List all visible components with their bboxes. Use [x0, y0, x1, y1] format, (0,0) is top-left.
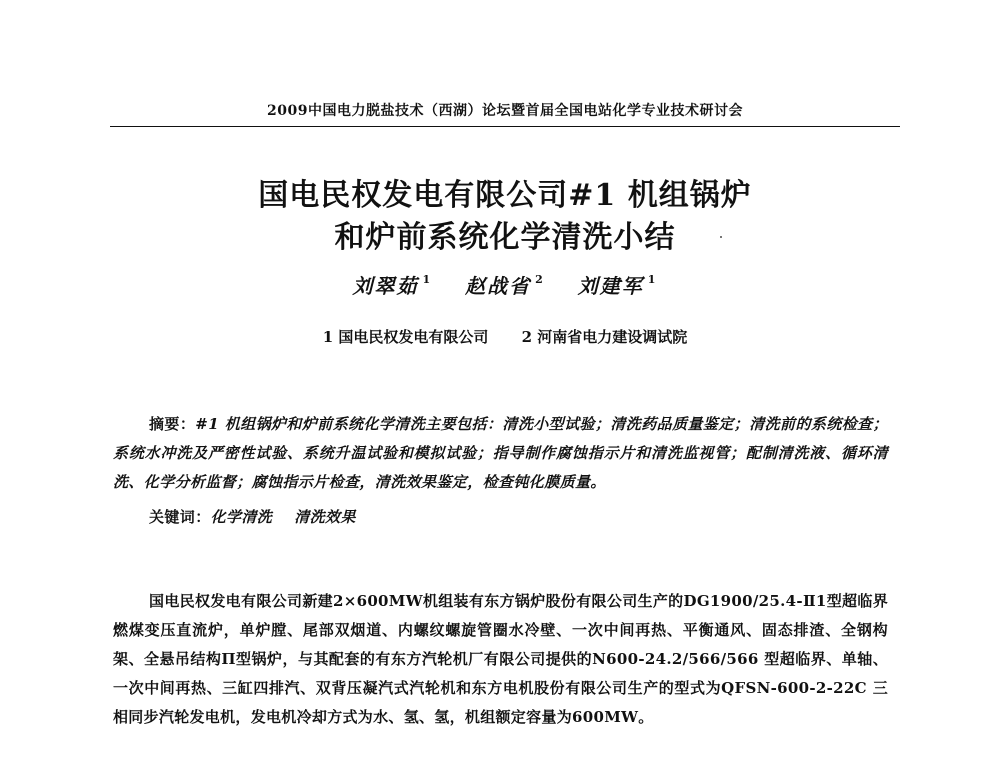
author: [578, 274, 658, 298]
author-name: 刘翠茹: [352, 274, 419, 298]
keyword: 清洗效果: [294, 508, 356, 526]
author-affil-sup: 2: [535, 273, 545, 286]
abstract-label: 摘要：: [149, 415, 196, 433]
affiliation: 1 国电民权发电有限公司: [322, 328, 489, 346]
scan-speck: [720, 236, 722, 238]
author-affil-sup: 1: [647, 273, 658, 286]
keywords-label: 关键词：: [149, 508, 211, 526]
keywords: [113, 503, 888, 532]
abstract-text: #1 机组锅炉和炉前系统化学清洗主要包括：清洗小型试验；清洗药品质量鉴定；清洗前的系统检查；系统水冲洗及严密性试验、系统升温试验和模拟试验；指导制作腐蚀指示片和清洗监视管；配制清洗液、循环清洗、化学分析监督；腐蚀指示片检查，清洗效果鉴定，检查钝化膜质量。: [113, 415, 888, 491]
affiliation: 2 河南省电力建设调试院: [521, 328, 688, 346]
body-paragraph: 国电民权发电有限公司新建2×600MW机组装有东方锅炉股份有限公司生产的DG1900/25.4-Ⅱ1型超临界燃煤变压直流炉，单炉膛、尾部双烟道、内螺纹螺旋管圈水冷壁、一次中间再热、平衡通风、固态排渣、全钢构架、全悬吊结构Π型锅炉，与其配套的有东方汽轮机厂有限公司提供的N600-24.2/566/566 型超临界、单轴、一次中间再热、三缸四排汽、双背压凝汽式汽轮机和东方电机股份有限公司生产的型式为QFSN-600-2-22C 三相同步汽轮发电机，发电机冷却方式为水、氢、氢，机组额定容量为600MW。: [113, 592, 888, 726]
title-line-1: 国电民权发电有限公司#1 机组锅炉: [258, 178, 752, 213]
affiliation-list: [110, 326, 900, 347]
running-header: 2009中国电力脱盐技术（西湖）论坛暨首届全国电站化学专业技术研讨会: [267, 103, 743, 119]
keyword: 化学清洗: [210, 508, 273, 526]
author-name: 刘建军: [577, 274, 644, 298]
author: [465, 274, 545, 298]
author-affil-sup: 1: [422, 273, 433, 286]
header-rule: [110, 126, 900, 127]
abstract: [113, 410, 888, 497]
author-list: [110, 270, 900, 299]
author: [353, 274, 433, 298]
title-line-2: 和炉前系统化学清洗小结: [334, 220, 676, 255]
author-name: 赵战省: [465, 274, 532, 298]
